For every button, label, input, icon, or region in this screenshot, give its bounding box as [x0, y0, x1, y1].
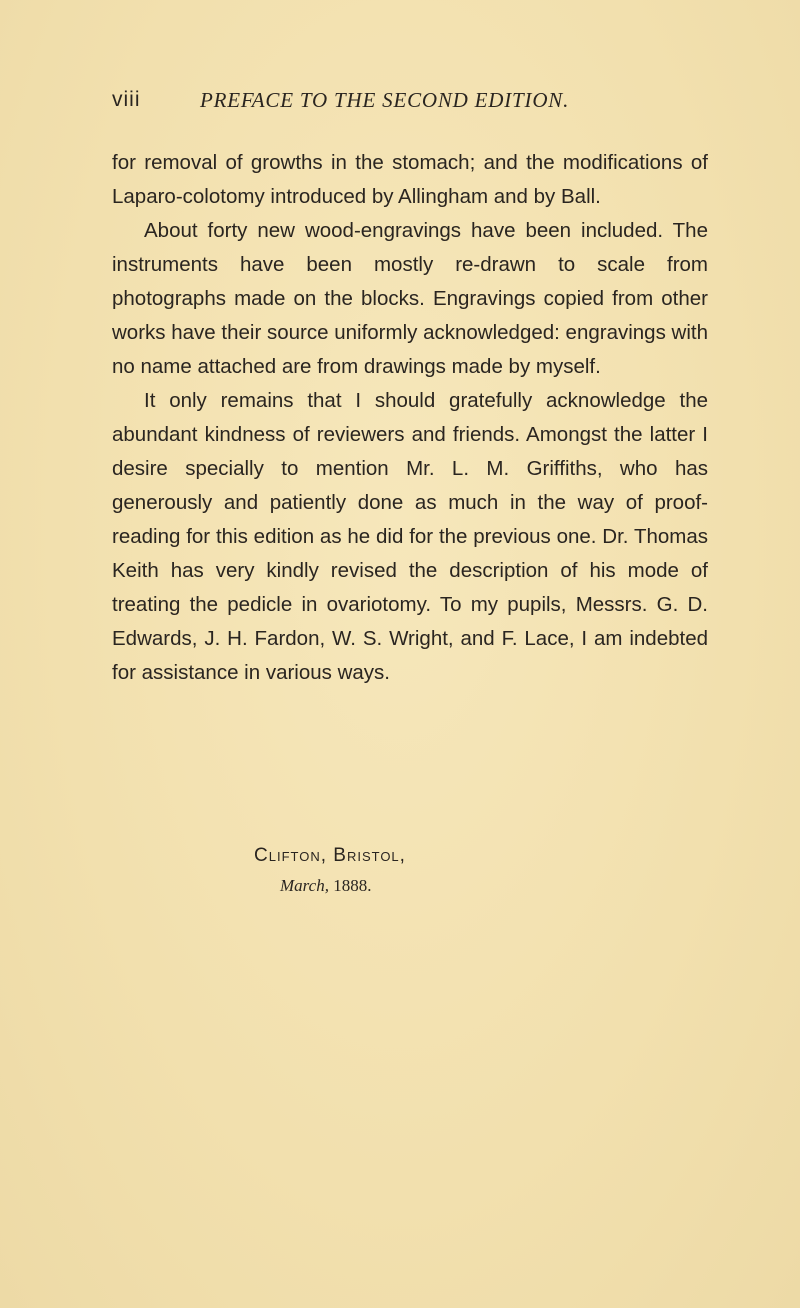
signature-year: 1888. [333, 876, 372, 895]
signature-date [254, 871, 406, 901]
running-title: PREFACE TO THE SECOND EDITION. [200, 88, 570, 112]
signature-month: March, [280, 876, 329, 895]
page-number: viii [112, 88, 141, 111]
paragraph-continued: for removal of growths in the stomach; and the modifications of Laparo-colotomy introduced by Allingham and by Ball. [112, 151, 708, 208]
running-head [112, 88, 712, 118]
signature-place: Clifton, Bristol, [254, 845, 406, 866]
paragraph-engravings: About forty new wood-engravings have been included. The instruments have been mostly re-drawn to scale from photographs made on the blocks. Engravings copied from other works have their source uniformly acknowledged: engravings with no name attached are from drawings made by myself. [112, 219, 708, 378]
signature-block [254, 841, 406, 901]
paragraph-acknowledgements: It only remains that I should gratefully acknowledge the abundant kindness of reviewers and friends. Amongst the latter I desire specially to mention Mr. L. M. Griffiths, who has generously and patiently done as much in the way of proof-reading for this edition as he did for the previous one. Dr. Thomas Keith has very kindly revised the description of his mode of treating the pedicle in ovariotomy. To my pupils, Messrs. G. D. Edwards, J. H. Fardon, W. S. Wright, and F. Lace, I am indebted for assistance in various ways. [112, 389, 708, 684]
preface-body [112, 146, 708, 690]
